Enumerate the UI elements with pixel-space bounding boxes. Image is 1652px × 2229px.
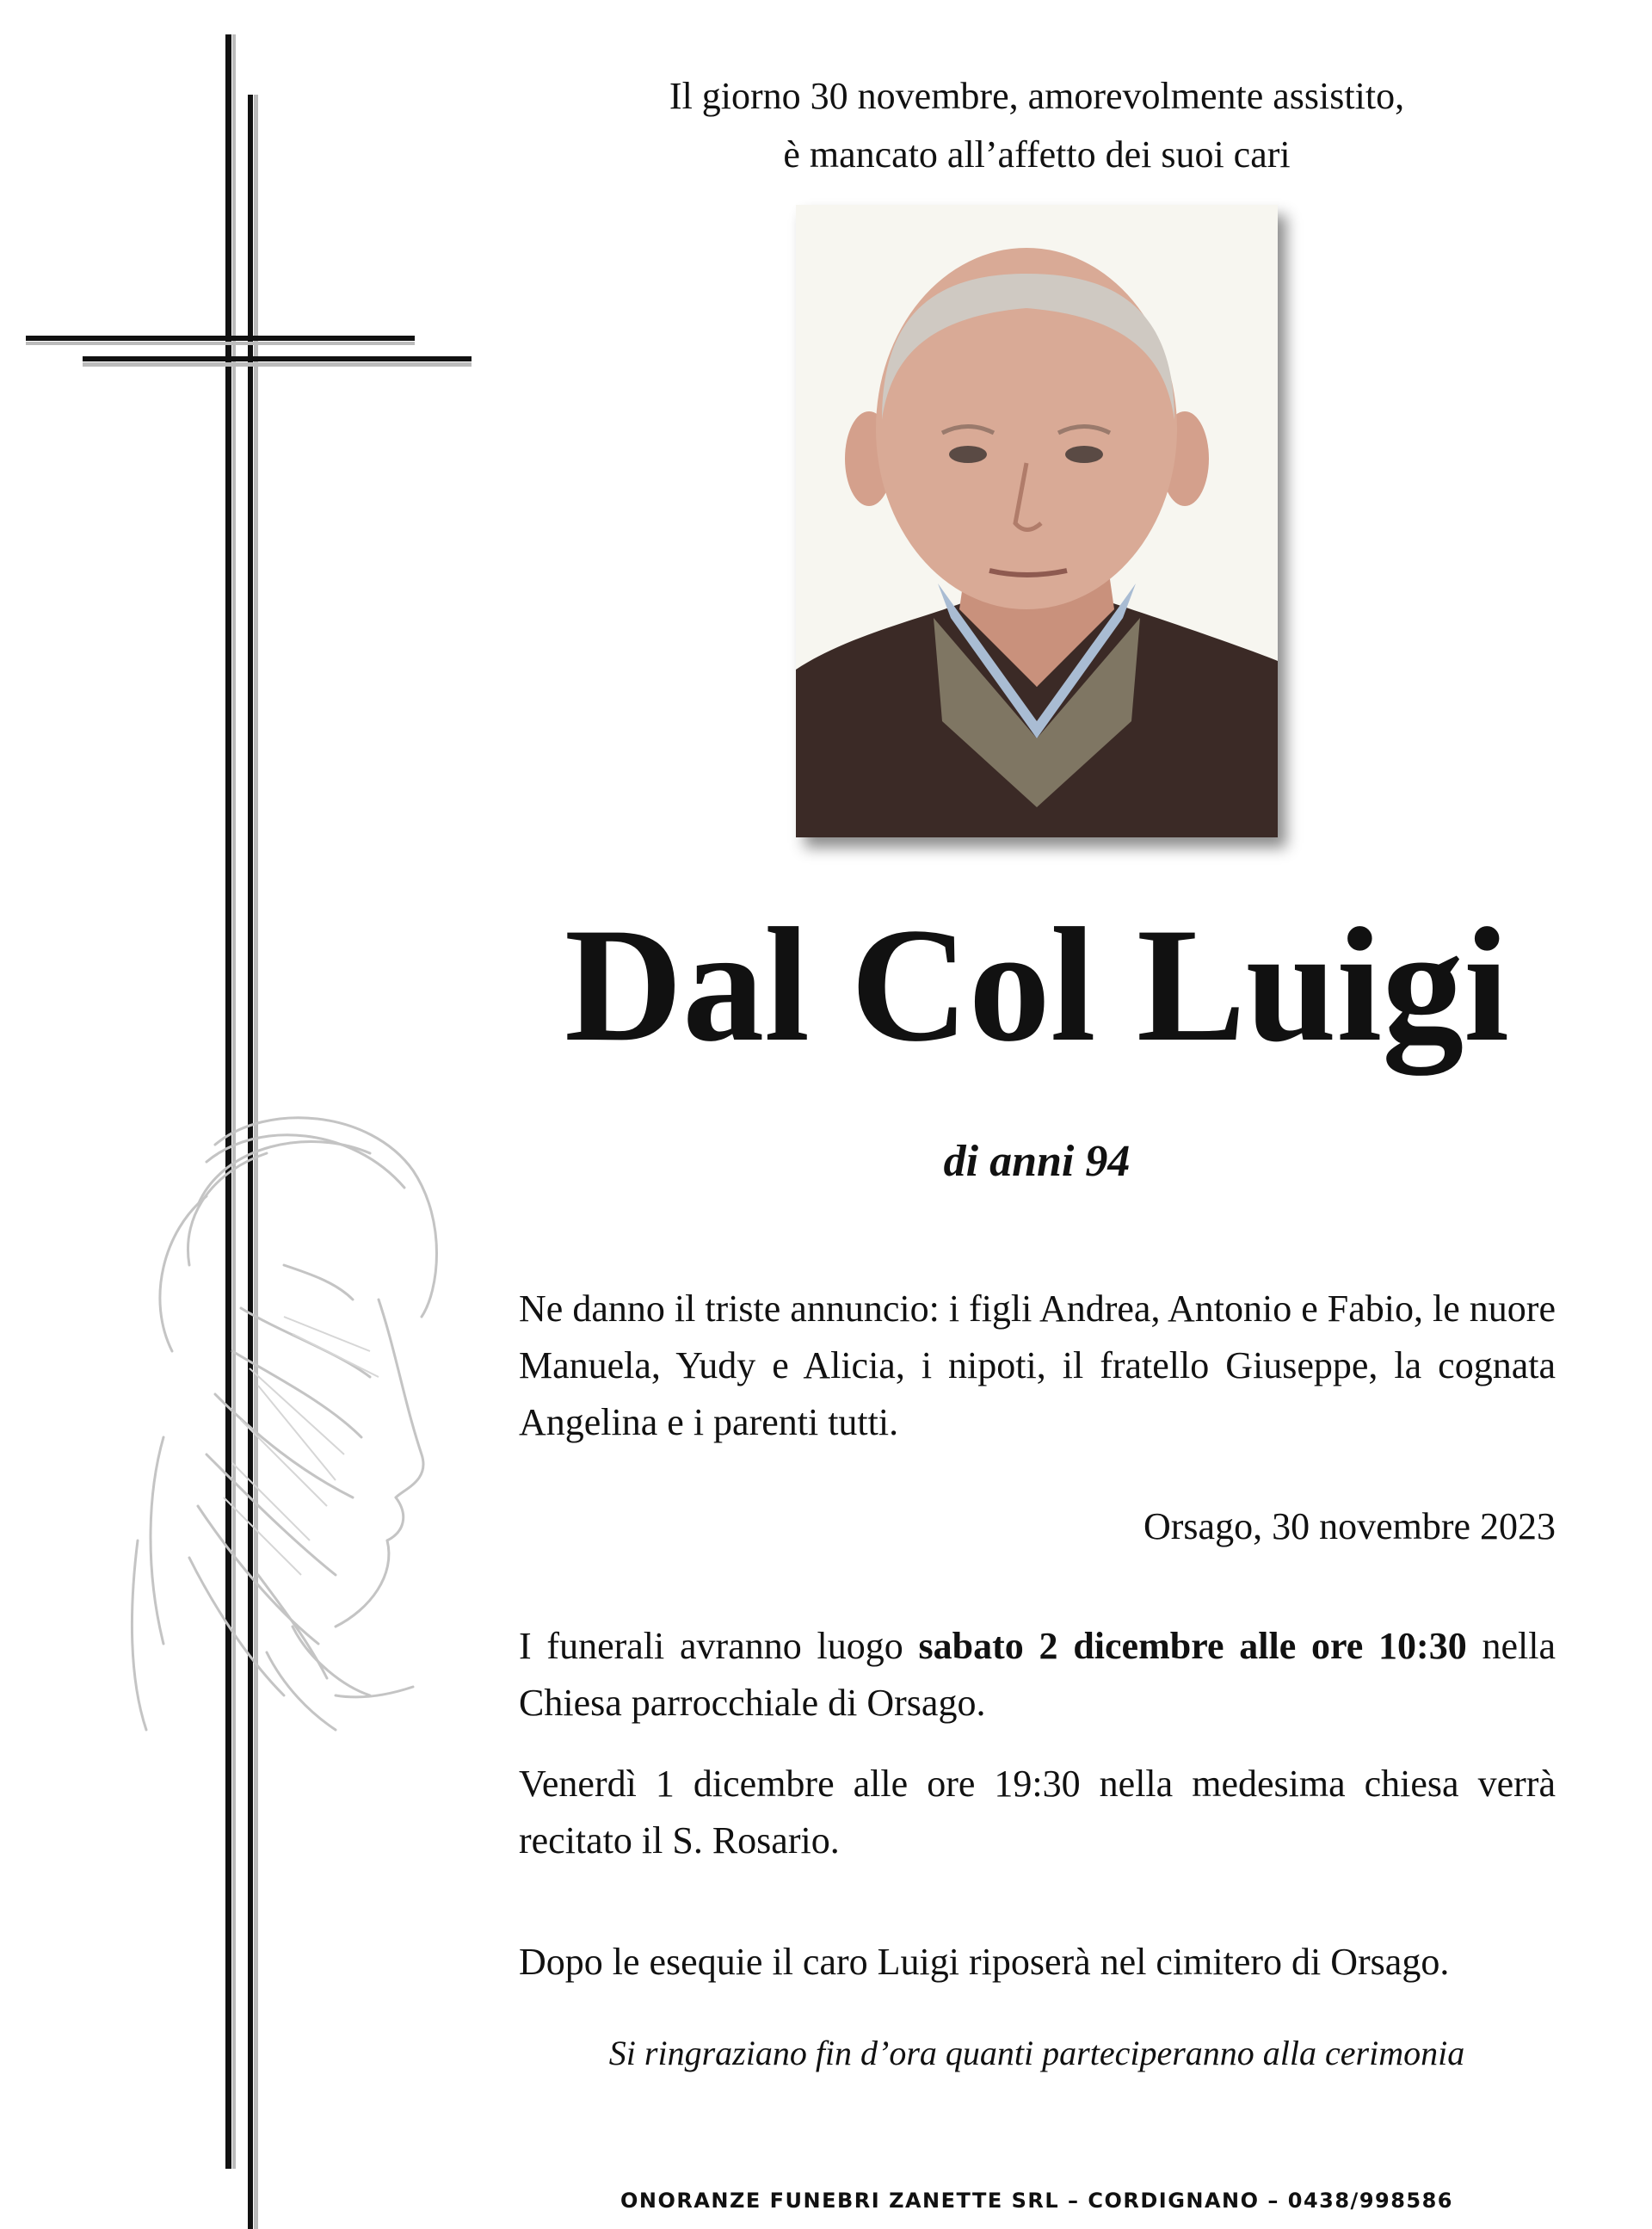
intro-line-1: Il giorno 30 novembre, amorevolmente assistito, bbox=[669, 75, 1405, 117]
funeral-text bbox=[519, 1618, 1556, 1732]
christ-face-sketch-icon bbox=[112, 1093, 490, 1747]
deceased-name: Dal Col Luigi bbox=[564, 895, 1509, 1076]
funeral-home-footer: ONORANZE FUNEBRI ZANETTE SRL – CORDIGNANO – 0438/998586 bbox=[620, 2189, 1454, 2213]
rosary-text: Venerdì 1 dicembre alle ore 19:30 nella medesima chiesa verrà recitato il S. Rosario. bbox=[519, 1763, 1556, 1862]
place-date: Orsago, 30 novembre 2023 bbox=[1143, 1505, 1556, 1547]
burial-text: Dopo le esequie il caro Luigi riposerà nel cimitero di Orsago. bbox=[519, 1941, 1450, 1983]
intro-text bbox=[516, 67, 1557, 184]
funeral-suffix: nella Chiesa parrocchiale di Orsago. bbox=[519, 1625, 1556, 1724]
portrait-photo bbox=[796, 205, 1278, 837]
portrait-icon bbox=[796, 205, 1278, 837]
funeral-prefix: I funerali avranno luogo bbox=[519, 1625, 919, 1667]
thanks-text: Si ringraziano fin d’ora quanti parteciperanno alla cerimonia bbox=[608, 2034, 1465, 2072]
funeral-when: sabato 2 dicembre alle ore 10:30 bbox=[918, 1625, 1467, 1667]
intro-line-2: è mancato all’affetto dei suoi cari bbox=[783, 133, 1291, 176]
announcement-text: Ne danno il triste annuncio: i figli Andrea, Antonio e Fabio, le nuore Manuela, Yudy e Alicia, i nipoti, il fratello Giuseppe, la cognata Angelina e i parenti tutti. bbox=[519, 1287, 1556, 1443]
deceased-age: di anni 94 bbox=[943, 1137, 1131, 1186]
